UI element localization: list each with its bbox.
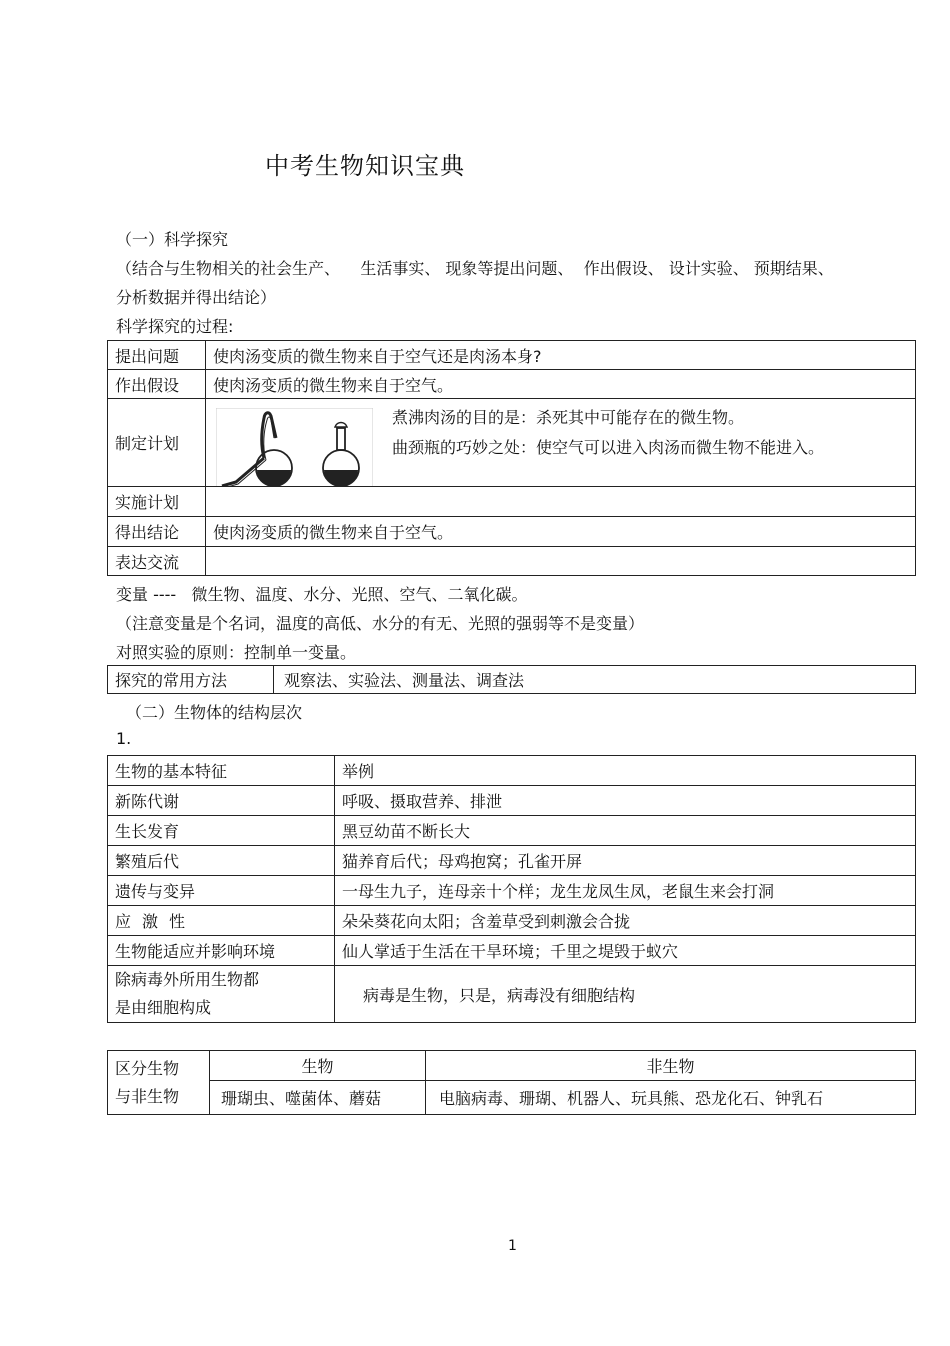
process-label: 科学探究的过程: [116, 317, 234, 336]
table-row [108, 487, 916, 517]
inquiry-description-line1: （结合与生物相关的社会生产、 生活事实、 现象等提出问题、 作出假设、 设计实验、 预期结果、 [116, 259, 834, 278]
feature-cell: 遗传与变异 [108, 876, 335, 906]
methods-label: 探究的常用方法 [108, 666, 274, 694]
table-row [108, 846, 916, 876]
table-row [108, 786, 916, 816]
methods-value: 观察法、实验法、测量法、调查法 [274, 666, 916, 694]
page-number: 1 [508, 1238, 517, 1254]
header-feature: 生物的基本特征 [108, 756, 335, 786]
process-table [107, 340, 916, 576]
process-content: 使肉汤变质的微生物来自于空气。 [206, 517, 916, 547]
process-content: 使肉汤变质的微生物来自于空气还是肉汤本身? [206, 341, 916, 370]
control-principle: 对照实验的原则：控制单一变量。 [116, 643, 357, 662]
feature-line: 是由细胞构成 [115, 998, 212, 1017]
feature-cell-cells [108, 966, 335, 1023]
example-cell: 呼吸、摄取营养、排泄 [335, 786, 916, 816]
process-step: 实施计划 [108, 487, 206, 517]
process-step: 得出结论 [108, 517, 206, 547]
feature-line: 除病毒外所用生物都 [115, 970, 260, 989]
process-content [206, 547, 916, 576]
swan-neck-flask-illustration [216, 408, 373, 487]
plan-boiling-purpose: 煮沸肉汤的目的是：杀死其中可能存在的微生物。 [392, 408, 745, 427]
table-row [108, 341, 916, 370]
section-heading-inquiry: （一）科学探究 [116, 230, 229, 249]
feature-cell: 新陈代谢 [108, 786, 335, 816]
table-row [108, 816, 916, 846]
living-header: 生物 [210, 1051, 426, 1081]
example-cell: 病毒是生物，只是，病毒没有细胞结构 [335, 966, 916, 1023]
table-row [108, 370, 916, 399]
section-heading-structure: （二）生物体的结构层次 [126, 703, 303, 722]
distinguish-label-line: 区分生物 [115, 1058, 180, 1078]
header-example: 举例 [335, 756, 916, 786]
example-cell: 仙人掌适于生活在干旱环境；千里之堤毁于蚁穴 [335, 936, 916, 966]
table-row [108, 876, 916, 906]
plan-cell [206, 399, 916, 487]
inquiry-description-line2: 分析数据并得出结论） [116, 288, 277, 307]
table-row [108, 966, 916, 1023]
nonliving-examples: 电脑病毒、珊瑚、机器人、玩具熊、恐龙化石、钟乳石 [426, 1081, 916, 1115]
table-row [108, 1051, 916, 1081]
feature-cell: 繁殖后代 [108, 846, 335, 876]
table-row [108, 517, 916, 547]
table-header-row [108, 756, 916, 786]
distinguish-label-line: 与非生物 [115, 1086, 180, 1106]
distinguish-label [108, 1051, 210, 1115]
distinguish-table [107, 1050, 916, 1115]
living-examples: 珊瑚虫、噬菌体、蘑菇 [210, 1081, 426, 1115]
item-number: 1. [116, 729, 132, 748]
example-cell: 黑豆幼苗不断长大 [335, 816, 916, 846]
example-cell: 一母生九子，连母亲十个样；龙生龙凤生凤，老鼠生来会打洞 [335, 876, 916, 906]
methods-table [107, 665, 916, 694]
page-title: 中考生物知识宝典 [265, 152, 465, 180]
variables-note: （注意变量是个名词，温度的高低、水分的有无、光照的强弱等不是变量） [116, 614, 645, 633]
process-step: 制定计划 [108, 399, 206, 487]
example-cell: 朵朵葵花向太阳；含羞草受到刺激会合拢 [335, 906, 916, 936]
characteristics-table [107, 755, 916, 1023]
process-step: 表达交流 [108, 547, 206, 576]
example-cell: 猫养育后代；母鸡抱窝；孔雀开屏 [335, 846, 916, 876]
process-content [206, 487, 916, 517]
table-row [108, 906, 916, 936]
process-step: 作出假设 [108, 370, 206, 399]
table-row [108, 1081, 916, 1115]
table-row [108, 399, 916, 487]
feature-cell: 应激性 [108, 906, 335, 936]
feature-cell: 生长发育 [108, 816, 335, 846]
table-row [108, 936, 916, 966]
variables-line: 变量 ---- 微生物、温度、水分、光照、空气、二氧化碳。 [116, 585, 528, 604]
plan-flask-advantage: 曲颈瓶的巧妙之处：使空气可以进入肉汤而微生物不能进入。 [392, 438, 825, 457]
feature-cell: 生物能适应并影响环境 [108, 936, 335, 966]
process-content: 使肉汤变质的微生物来自于空气。 [206, 370, 916, 399]
table-row [108, 547, 916, 576]
process-step: 提出问题 [108, 341, 206, 370]
nonliving-header: 非生物 [426, 1051, 916, 1081]
table-row [108, 666, 916, 694]
